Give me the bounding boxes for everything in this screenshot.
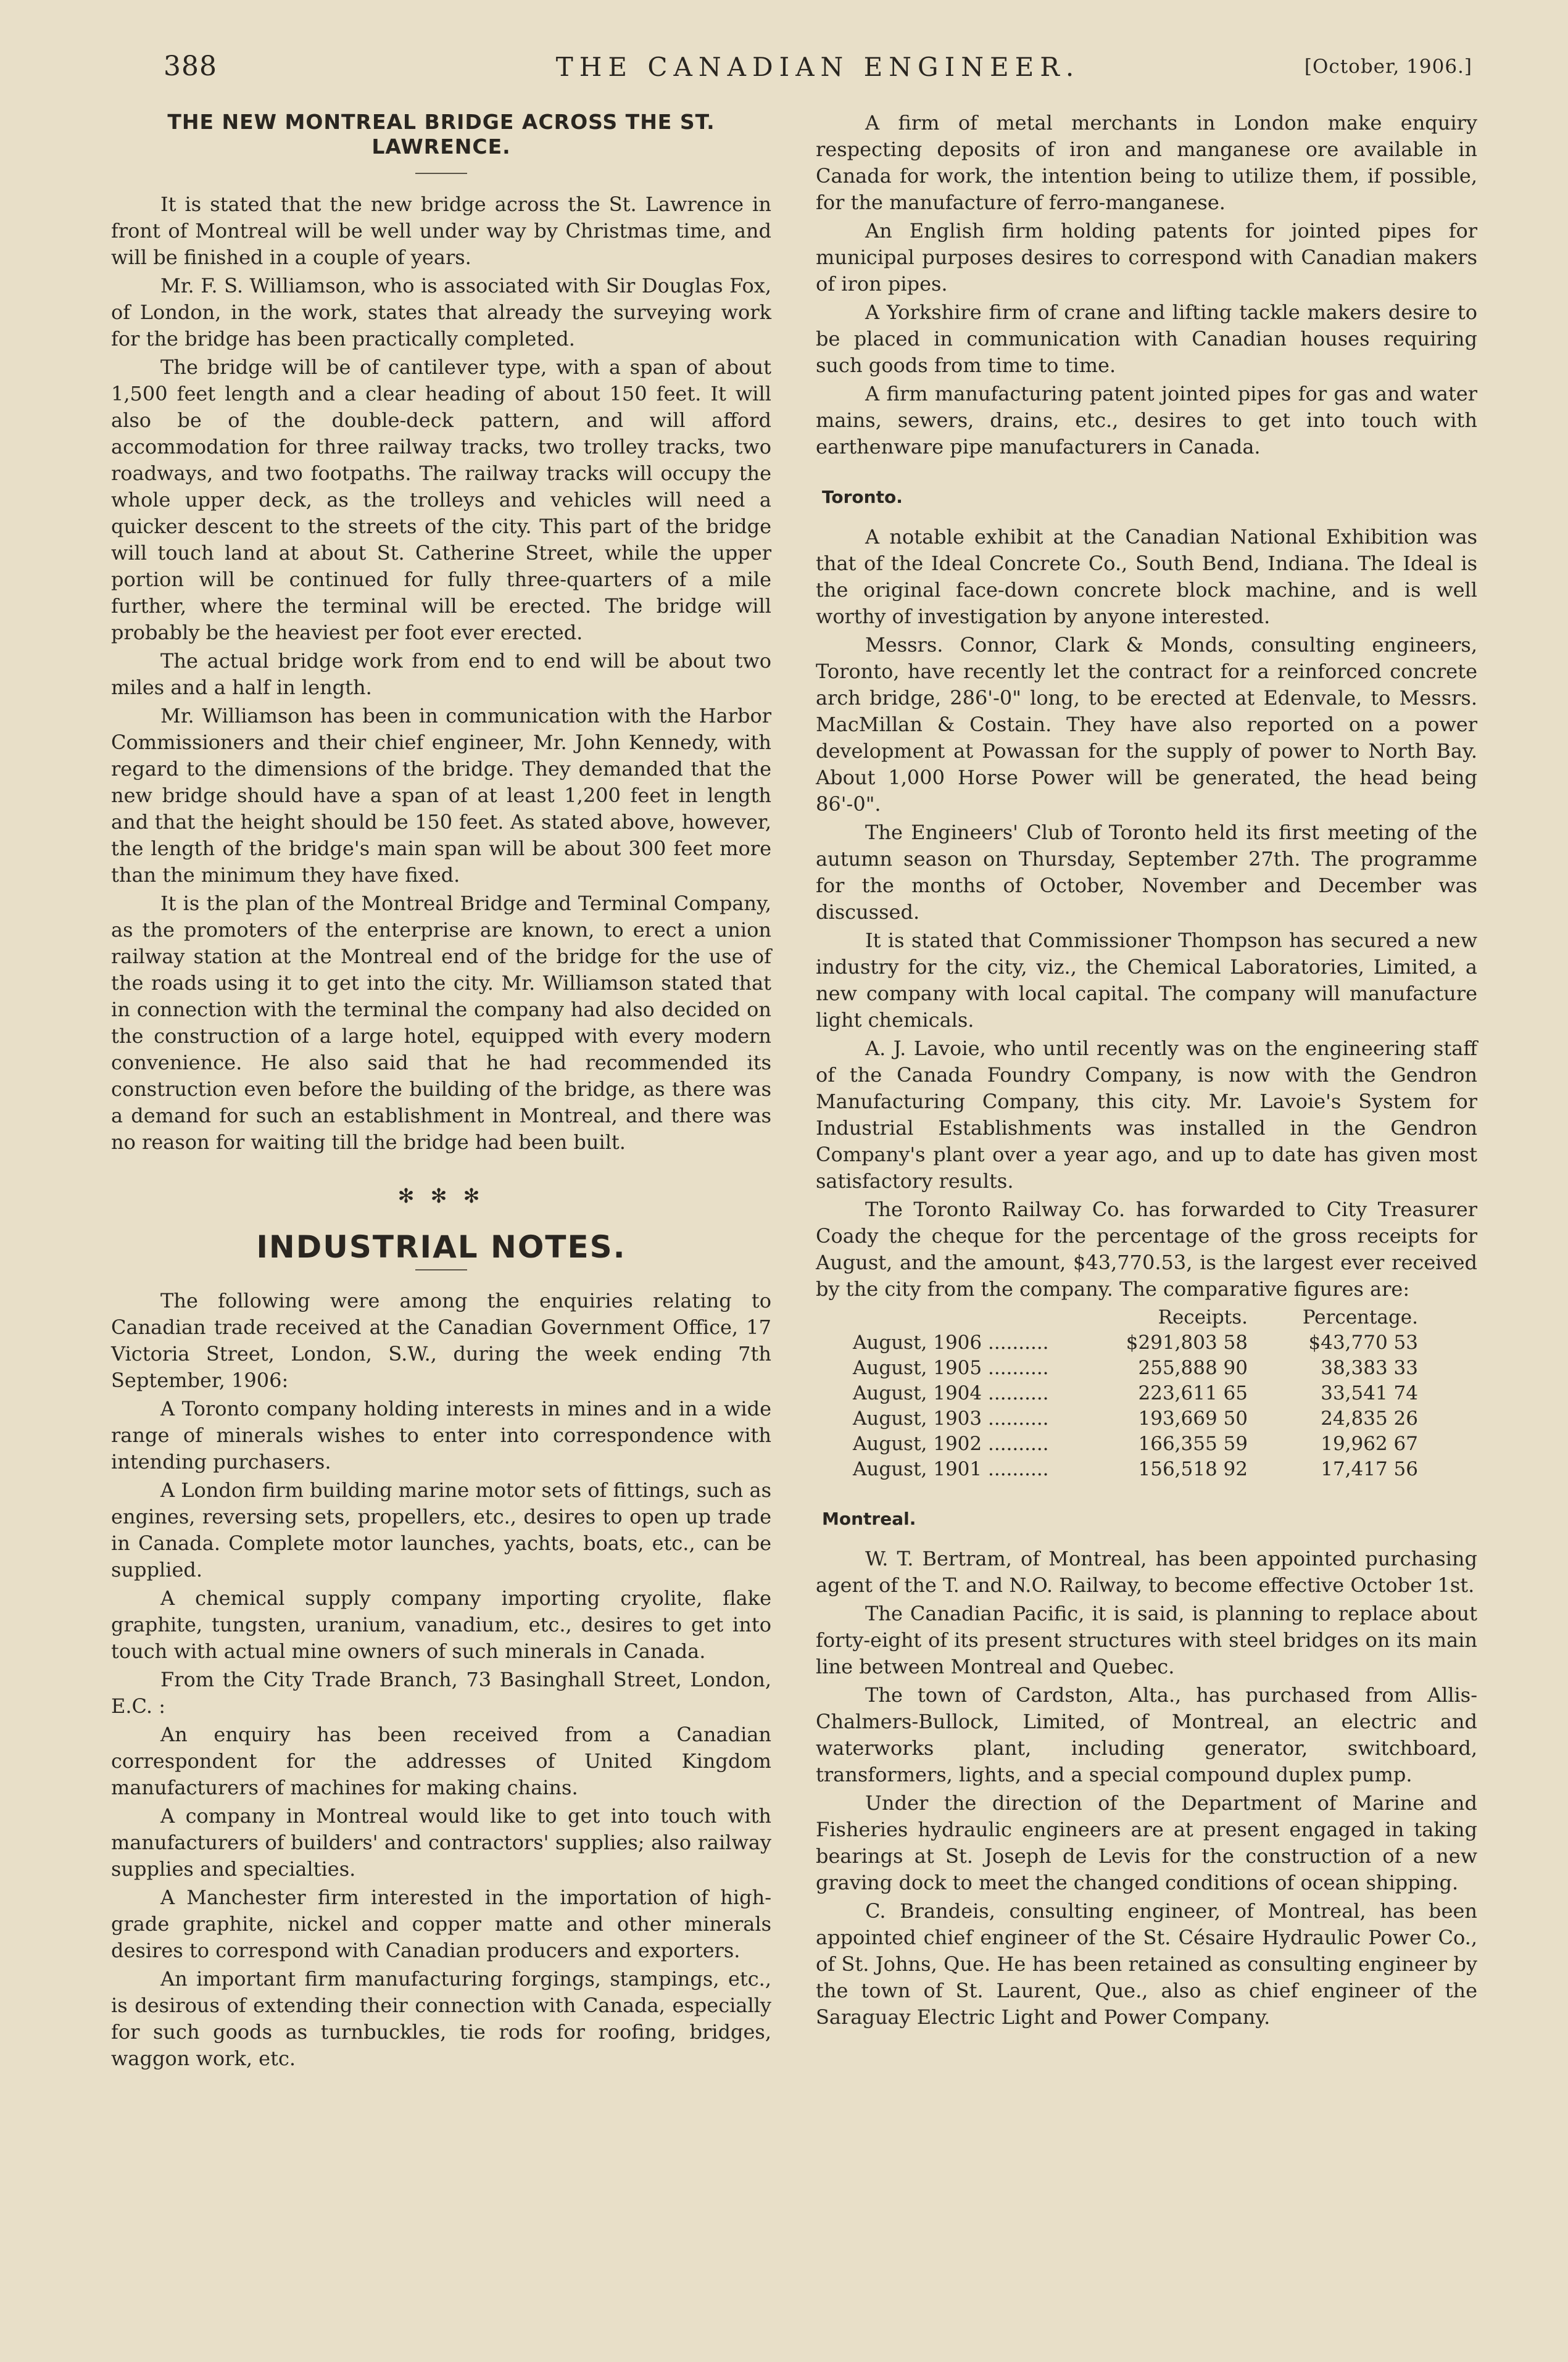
left-column bbox=[111, 110, 771, 2074]
row-receipts: $291,803 58 bbox=[1126, 1332, 1248, 1354]
row-label: August, 1901 .......... bbox=[853, 1458, 1049, 1480]
table-header-row bbox=[853, 1305, 1418, 1330]
row-label: August, 1904 .......... bbox=[853, 1382, 1049, 1404]
industrial-intro: The following were among the enquiries relating to Canadian trade received at the Canadian Government Office, 17 Victoria Street, London, S.W., during the week ending 7th September, 1906: bbox=[111, 1289, 771, 1392]
row-percentage: $43,770 53 bbox=[1308, 1332, 1418, 1354]
row-percentage: 24,835 26 bbox=[1321, 1407, 1418, 1430]
industrial-notes-title: INDUSTRIAL NOTES. bbox=[256, 1229, 626, 1265]
row-receipts: 223,611 65 bbox=[1138, 1382, 1248, 1404]
bridge-paragraph: It is the plan of the Montreal Bridge and Terminal Company, as the promoters of the enterprise are known, to erect a union railway station at the Montreal end of the bridge for the use of the roads using it to get into the city. Mr. Williamson stated that in connection with the terminal the company had also decided on the construction of a large hotel, equipped with every modern convenience. He also said that he had recommended its construction even before the building of the bridge, as there was a demand for such an establishment in Montreal, and there was no reason for waiting till the bridge had been built. bbox=[111, 892, 771, 1154]
row-percentage: 17,417 56 bbox=[1321, 1458, 1418, 1480]
toronto-paragraph: A notable exhibit at the Canadian National Exhibition was that of the Ideal Concrete Co., South Bend, Indiana. The Ideal is the original face-down concrete block machine, and is well worthy of investigation by anyone interested. bbox=[816, 525, 1477, 628]
enquiry-item: A firm manufacturing patent jointed pipes for gas and water mains, sewers, drains, etc., desires to get into touch with earthenware pipe manufacturers in Canada. bbox=[816, 382, 1477, 458]
percentage-header: Percentage. bbox=[1302, 1306, 1418, 1328]
row-label: August, 1902 .......... bbox=[853, 1433, 1049, 1455]
toronto-paragraph: A. J. Lavoie, who until recently was on the engineering staff of the Canada Foundry Company, is now with the Gendron Manufacturing Company, this city. Mr. Lavoie's System for Industrial Establishments was installed in the Gendron Company's plant over a year ago, and up to date has given most satisfactory results. bbox=[816, 1037, 1477, 1193]
toronto-paragraph: It is stated that Commissioner Thompson has secured a new industry for the city, viz., the Chemical Laboratories, Limited, a new company with local capital. The company will manufacture light chemicals. bbox=[816, 929, 1477, 1032]
montreal-paragraph: The town of Cardston, Alta., has purchased from Allis-Chalmers-Bullock, Limited, of Montreal, an electric and waterworks plant, including generator, switchboard, transformers, lights, and a special compound duplex pump. bbox=[816, 1683, 1477, 1786]
enquiry-item: A firm of metal merchants in London make enquiry respecting deposits of iron and manganese ore available in Canada for work, the intention being to utilize them, if possible, for the manufacture of ferro-manganese. bbox=[816, 111, 1477, 214]
enquiry-item: A Manchester firm interested in the importation of high-grade graphite, nickel and copper matte and other minerals desires to correspond with Canadian producers and exporters. bbox=[111, 1886, 771, 1962]
bridge-paragraph: Mr. Williamson has been in communication with the Harbor Commissioners and their chief engineer, Mr. John Kennedy, with regard to the dimensions of the bridge. They demanded that the new bridge should have a span of at least 1,200 feet in length and that the height should be 150 feet. As stated above, however, the length of the bridge's main span will be about 300 feet more than the minimum they have fixed. bbox=[111, 704, 771, 887]
page-header bbox=[164, 51, 1472, 88]
montreal-heading: Montreal. bbox=[822, 1509, 916, 1529]
divider bbox=[415, 1269, 467, 1270]
journal-title: THE CANADIAN ENGINEER. bbox=[555, 52, 1081, 82]
bridge-paragraph: Mr. F. S. Williamson, who is associated with Sir Douglas Fox, of London, in the work, states that already the surveying work for the bridge has been practically completed. bbox=[111, 274, 771, 350]
row-percentage: 33,541 74 bbox=[1321, 1382, 1418, 1404]
montreal-paragraph: The Canadian Pacific, it is said, is planning to replace about forty-eight of its present structures with steel bridges on its main line between Montreal and Quebec. bbox=[816, 1602, 1477, 1678]
montreal-paragraph: Under the direction of the Department of Marine and Fisheries hydraulic engineers are at present engaged in taking bearings at St. Joseph de Levis for the construction of a new graving dock to meet the changed conditions of ocean shipping. bbox=[816, 1791, 1477, 1894]
toronto-paragraph: The Toronto Railway Co. has forwarded to City Treasurer Coady the cheque for the percentage of the gross receipts for August, and the amount, $43,770.53, is the largest ever received by the city from the company. The comparative figures are: bbox=[816, 1198, 1477, 1301]
table-row bbox=[853, 1356, 1418, 1381]
enquiry-item: An enquiry has been received from a Canadian correspondent for the addresses of United Kingdom manufacturers of machines for making chains. bbox=[111, 1723, 771, 1799]
issue-date: [October, 1906.] bbox=[1304, 56, 1472, 78]
table-row bbox=[853, 1330, 1418, 1356]
toronto-paragraph: The Engineers' Club of Toronto held its first meeting of the autumn season on Thursday, September 27th. The programme for the months of October, November and December was discussed. bbox=[816, 821, 1477, 924]
row-percentage: 19,962 67 bbox=[1321, 1433, 1418, 1455]
enquiry-item: A company in Montreal would like to get into touch with manufacturers of builders' and contractors' supplies; also railway supplies and specialties. bbox=[111, 1804, 771, 1881]
row-percentage: 38,383 33 bbox=[1321, 1357, 1418, 1379]
enquiry-item: A London firm building marine motor sets of fittings, such as engines, reversing sets, propellers, etc., desires to open up trade in Canada. Complete motor launches, yachts, boats, etc., can be supplied. bbox=[111, 1478, 771, 1581]
enquiry-item: A chemical supply company importing cryolite, flake graphite, tungsten, uranium, vanadium, etc., desires to get into touch with actual mine owners of such minerals in Canada. bbox=[111, 1586, 771, 1663]
divider bbox=[415, 173, 467, 174]
enquiry-item: A Yorkshire firm of crane and lifting tackle makers desire to be placed in communication with Canadian houses requiring such goods from time to time. bbox=[816, 300, 1477, 377]
enquiry-item: An English firm holding patents for jointed pipes for municipal purposes desires to correspond with Canadian makers of iron pipes. bbox=[816, 219, 1477, 296]
row-label: August, 1903 .......... bbox=[853, 1407, 1049, 1430]
receipts-table bbox=[853, 1305, 1418, 1482]
toronto-paragraph: Messrs. Connor, Clark & Monds, consulting engineers, Toronto, have recently let the contract for a reinforced concrete arch bridge, 286'-0" long, to be erected at Edenvale, to Messrs. MacMillan & Costain. They have also reported on a power development at Powassan for the supply of power to North Bay. About 1,000 Horse Power will be generated, the head being 86'-0". bbox=[816, 633, 1477, 816]
row-label: August, 1905 .......... bbox=[853, 1357, 1049, 1379]
montreal-paragraph: W. T. Bertram, of Montreal, has been appointed purchasing agent of the T. and N.O. Railway, to become effective October 1st. bbox=[816, 1547, 1477, 1597]
bridge-paragraph: It is stated that the new bridge across the St. Lawrence in front of Montreal will be well under way by Christmas time, and will be finished in a couple of years. bbox=[111, 193, 771, 269]
bridge-paragraph: The actual bridge work from end to end will be about two miles and a half in length. bbox=[111, 649, 771, 699]
receipts-header: Receipts. bbox=[1158, 1306, 1248, 1328]
trade-branch-line: From the City Trade Branch, 73 Basinghall Street, London, E.C. : bbox=[111, 1668, 771, 1718]
row-label: August, 1906 .......... bbox=[853, 1332, 1049, 1354]
toronto-heading: Toronto. bbox=[822, 487, 903, 507]
table-row bbox=[853, 1457, 1418, 1482]
row-receipts: 193,669 50 bbox=[1138, 1407, 1248, 1430]
bridge-paragraph: The bridge will be of cantilever type, with a span of about 1,500 feet length and a clear heading of about 150 feet. It will also be of the double-deck pattern, and will afford accommodation for three railway tracks, two trolley tracks, two roadways, and two footpaths. The railway tracks will occupy the whole upper deck, as the trolleys and vehicles will need a quicker descent to the streets of the city. This part of the bridge will touch land at about St. Catherine Street, while the upper portion will be continued for fully three-quarters of a mile further, where the terminal will be erected. The bridge will probably be the heaviest per foot ever erected. bbox=[111, 355, 771, 644]
section-ornament: ✻ ✻ ✻ bbox=[397, 1184, 485, 1208]
right-column bbox=[816, 110, 1477, 2033]
table-row bbox=[853, 1432, 1418, 1457]
table-row bbox=[853, 1406, 1418, 1432]
bridge-article-title: THE NEW MONTREAL BRIDGE ACROSS THE ST. LAWRENCE. bbox=[167, 110, 715, 159]
row-receipts: 156,518 92 bbox=[1138, 1458, 1248, 1480]
row-receipts: 255,888 90 bbox=[1138, 1357, 1248, 1379]
row-receipts: 166,355 59 bbox=[1138, 1433, 1248, 1455]
enquiry-item: An important firm manufacturing forgings, stampings, etc., is desirous of extending their connection with Canada, especially for such goods as turnbuckles, tie rods for roofing, bridges, waggon work, etc. bbox=[111, 1967, 771, 2070]
enquiry-item: A Toronto company holding interests in mines and in a wide range of minerals wishes to enter into correspondence with intending purchasers. bbox=[111, 1397, 771, 1473]
blank-header bbox=[853, 1305, 1106, 1330]
table-row bbox=[853, 1381, 1418, 1406]
montreal-paragraph: C. Brandeis, consulting engineer, of Montreal, has been appointed chief engineer of the St. Césaire Hydraulic Power Co., of St. Johns, Que. He has been retained as consulting engineer by the town of St. Laurent, Que., also as chief engineer of the Saraguay Electric Light and Power Company. bbox=[816, 1899, 1477, 2029]
page-number: 388 bbox=[164, 51, 217, 82]
